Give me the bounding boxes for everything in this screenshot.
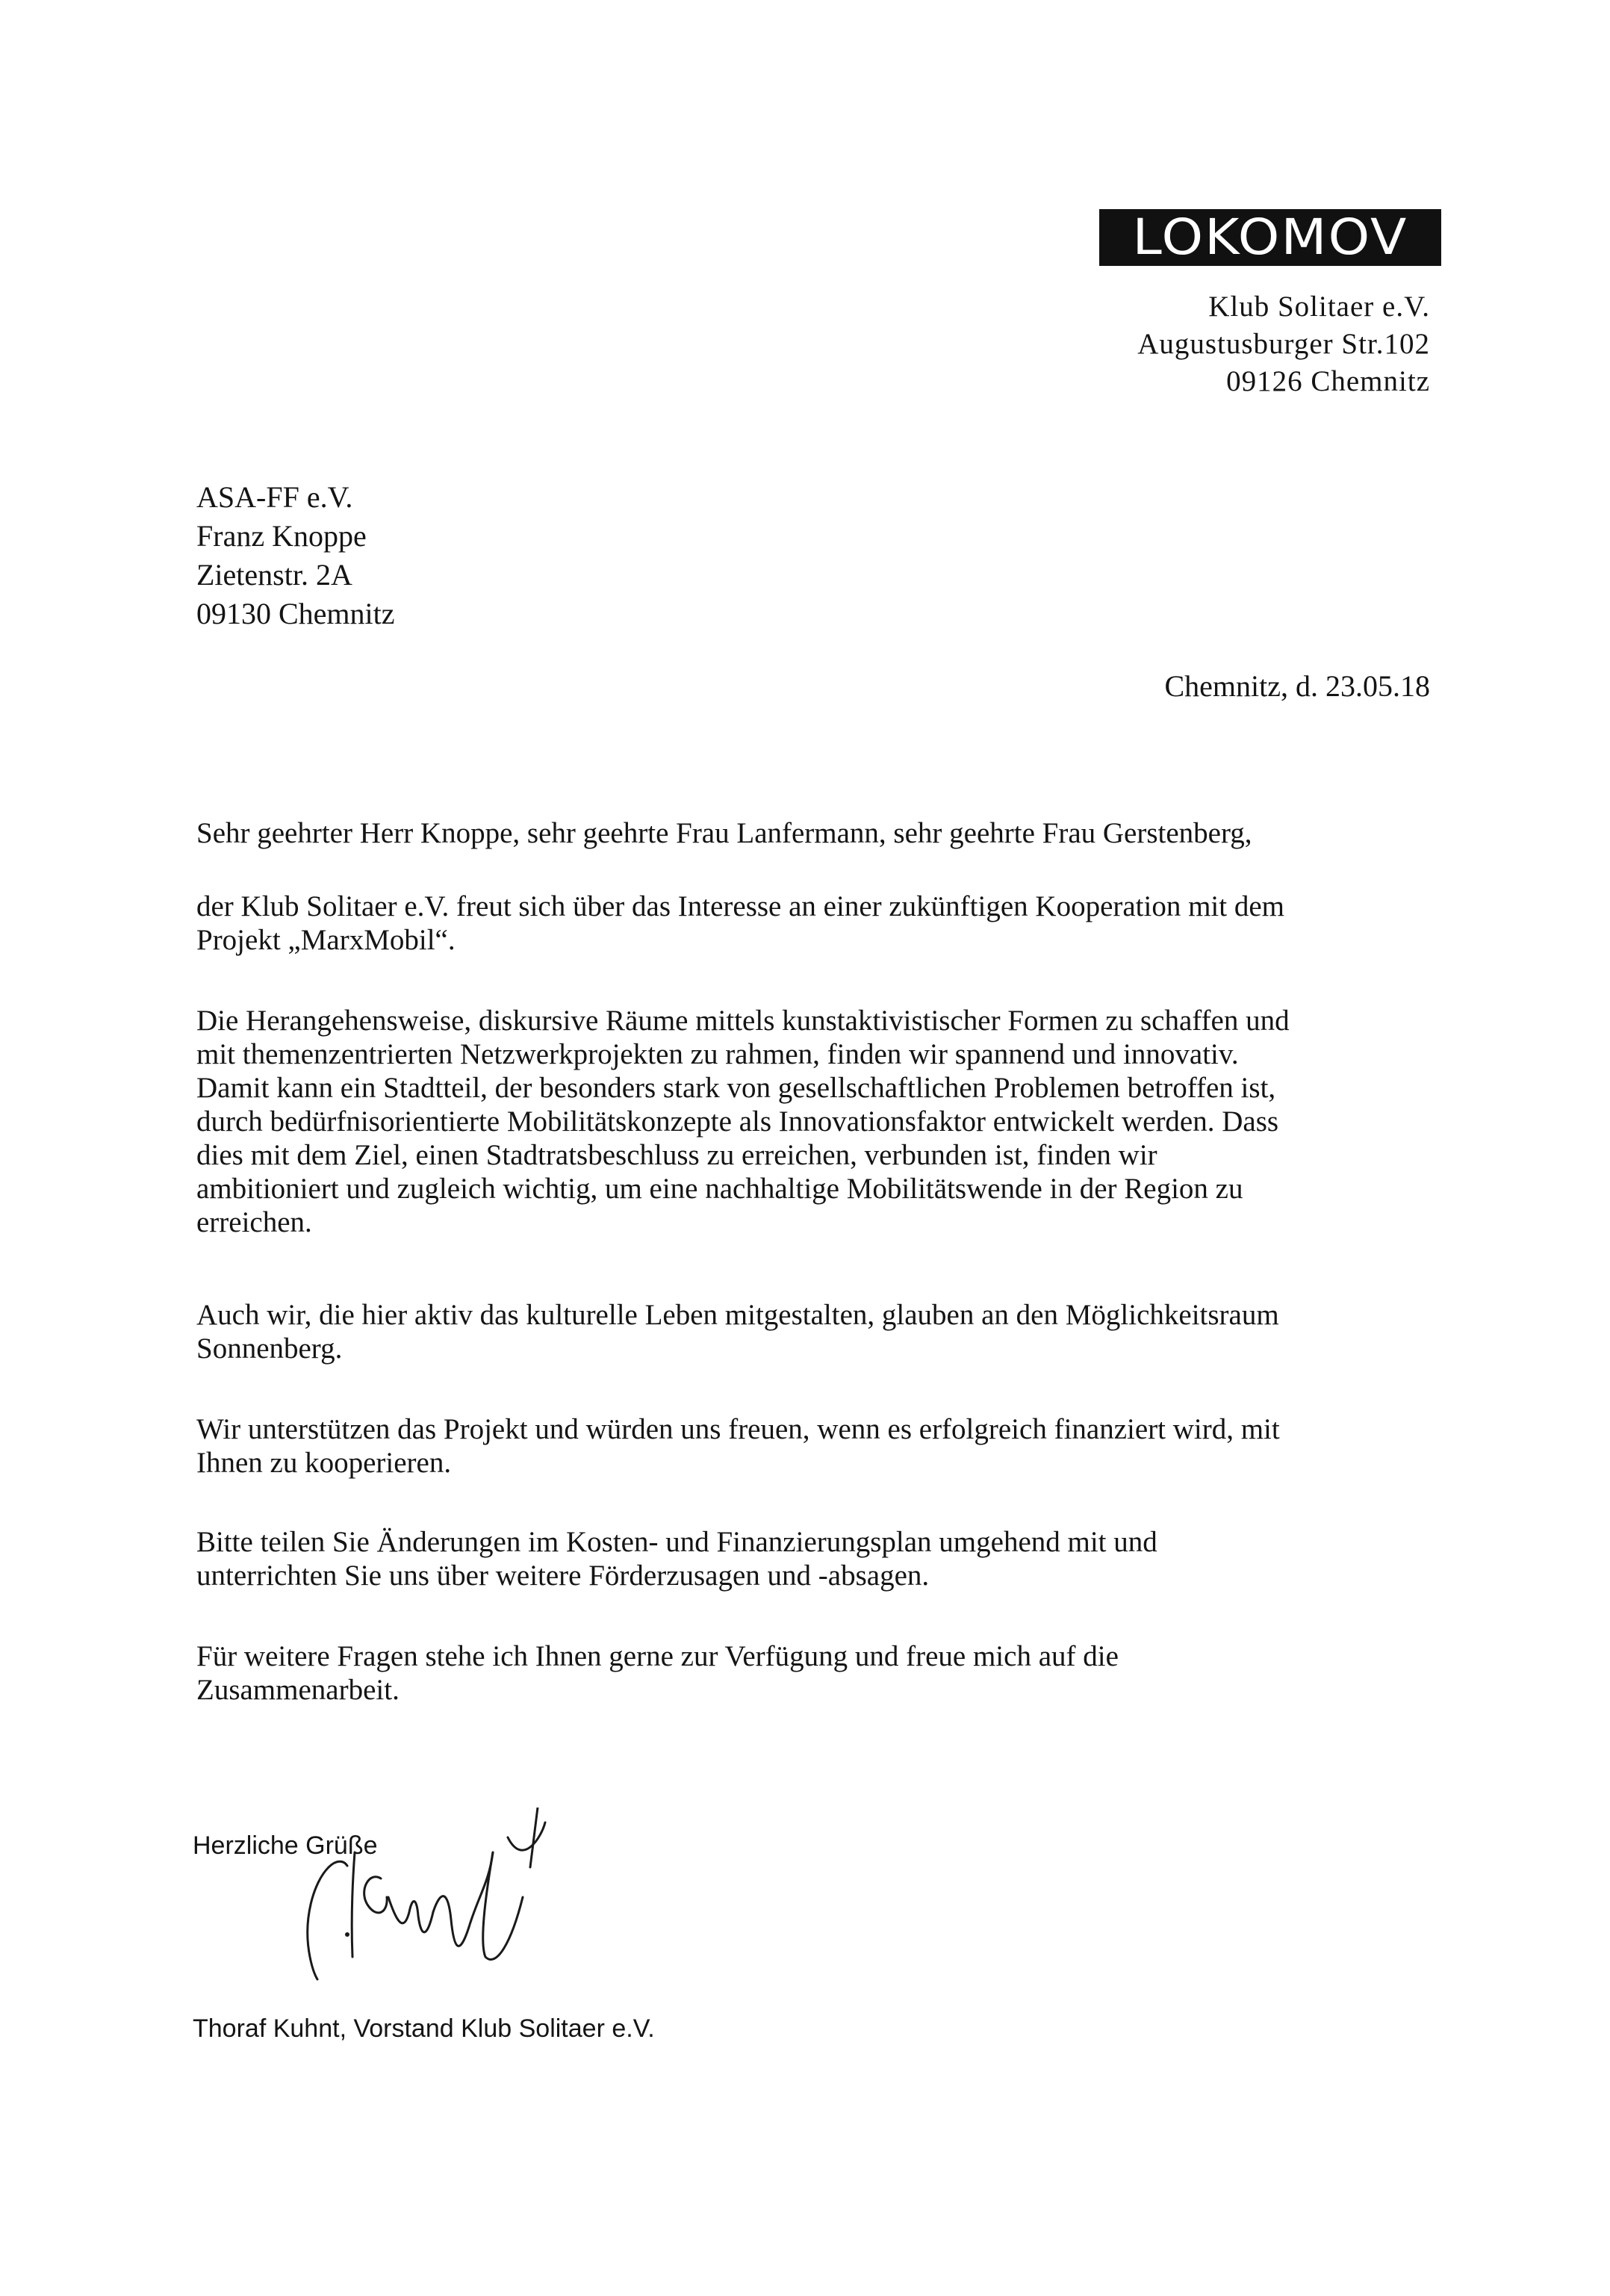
sender-city: 09126 Chemnitz xyxy=(1226,365,1430,397)
paragraph-line: Projekt „MarxMobil“. xyxy=(196,924,456,956)
lokomov-logo: LOKOMOV xyxy=(1099,209,1441,266)
recipient-city: 09130 Chemnitz xyxy=(196,597,395,630)
paragraph-line: erreichen. xyxy=(196,1206,312,1238)
paragraph-1 xyxy=(196,890,1458,957)
recipient-name: Franz Knoppe xyxy=(196,519,367,553)
paragraph-line: Für weitere Fragen stehe ich Ihnen gerne zur Verfügung und freue mich auf die xyxy=(196,1640,1119,1672)
paragraph-line: Bitte teilen Sie Änderungen im Kosten- und Finanzierungsplan umgehend mit und xyxy=(196,1526,1157,1558)
handwritten-signature xyxy=(284,1808,568,2002)
paragraph-line: durch bedürfnisorientierte Mobilitätskonzepte als Innovationsfaktor entwickelt werden. Dass xyxy=(196,1105,1279,1138)
salutation: Sehr geehrter Herr Knoppe, sehr geehrte Frau Lanfermann, sehr geehrte Frau Gerstenberg, xyxy=(196,817,1252,849)
paragraph-line: Damit kann ein Stadtteil, der besonders stark von gesellschaftlichen Problemen betroffen ist, xyxy=(196,1072,1276,1104)
paragraph-line: Zusammenarbeit. xyxy=(196,1674,400,1706)
paragraph-line: Sonnenberg. xyxy=(196,1332,343,1365)
letter-date: Chemnitz, d. 23.05.18 xyxy=(1164,669,1430,703)
sender-street: Augustusburger Str.102 xyxy=(1137,328,1430,360)
paragraph-line: unterrichten Sie uns über weitere Förderzusagen und -absagen. xyxy=(196,1560,930,1592)
signoff-name: Thoraf Kuhnt, Vorstand Klub Solitaer e.V. xyxy=(193,2014,655,2043)
paragraph-line: der Klub Solitaer e.V. freut sich über das Interesse an einer zukünftigen Kooperation mit dem xyxy=(196,890,1284,922)
sender-address xyxy=(1137,288,1430,400)
recipient-org: ASA-FF e.V. xyxy=(196,480,353,514)
paragraph-6 xyxy=(196,1639,1458,1707)
paragraph-line: mit themenzentrierten Netzwerkprojekten zu rahmen, finden wir spannend und innovativ. xyxy=(196,1038,1239,1070)
paragraph-line: dies mit dem Ziel, einen Stadtratsbeschluss zu erreichen, verbunden ist, finden wir xyxy=(196,1139,1157,1171)
paragraph-line: Ihnen zu kooperieren. xyxy=(196,1447,452,1479)
paragraph-line: Wir unterstützen das Projekt und würden uns freuen, wenn es erfolgreich finanziert wird, mit xyxy=(196,1413,1280,1445)
paragraph-2 xyxy=(196,1004,1458,1239)
paragraph-line: Auch wir, die hier aktiv das kulturelle Leben mitgestalten, glauben an den Möglichkeitsraum xyxy=(196,1299,1279,1331)
paragraph-line: ambitioniert und zugleich wichtig, um eine nachhaltige Mobilitätswende in der Region zu xyxy=(196,1173,1243,1205)
paragraph-3 xyxy=(196,1298,1458,1365)
closing-greeting: Herzliche Grüße xyxy=(193,1831,378,1860)
paragraph-5 xyxy=(196,1525,1458,1592)
sender-name: Klub Solitaer e.V. xyxy=(1208,291,1430,323)
recipient-street: Zietenstr. 2A xyxy=(196,558,352,592)
recipient-address xyxy=(196,478,395,633)
paragraph-line: Die Herangehensweise, diskursive Räume mittels kunstaktivistischer Formen zu schaffen und xyxy=(196,1005,1290,1037)
paragraph-4 xyxy=(196,1412,1458,1480)
